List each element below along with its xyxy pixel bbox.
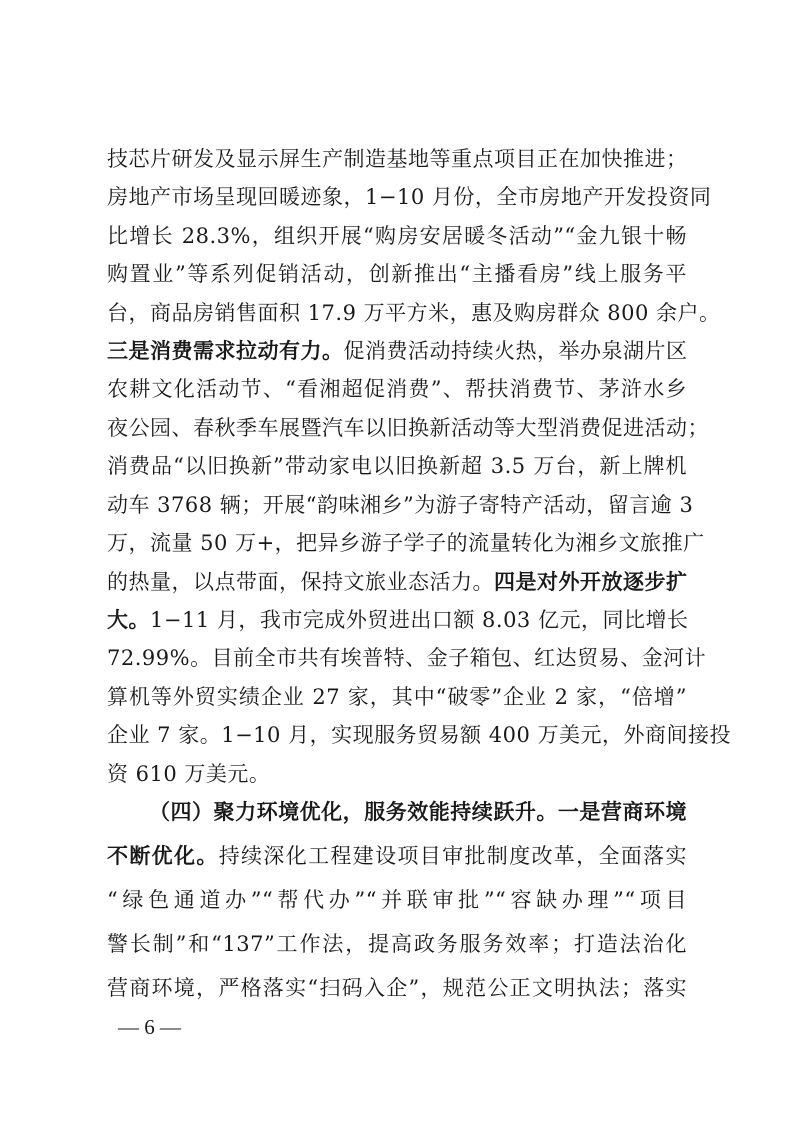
body-line: 三是消费需求拉动有力。促消费活动持续火热，举办泉湖片区 bbox=[107, 338, 688, 363]
body-line: 企业 7 家。1−10 月，实现服务贸易额 400 万美元，外商间接投 bbox=[107, 723, 731, 747]
section-heading-line bbox=[149, 790, 687, 834]
bold-heading: 大。 bbox=[107, 607, 150, 632]
body-line: 夜公园、春秋季车展暨汽车以旧换新活动等大型消费促进活动； bbox=[107, 416, 709, 440]
body-line: 比增长 28.3%，组织开展“购房安居暖冬活动”“金九银十畅 bbox=[107, 224, 687, 248]
body-line: 房地产市场呈现回暖迹象，1−10 月份，全市房地产开发投资同 bbox=[107, 185, 712, 209]
body-line: 大。1−11 月，我市完成外贸进出口额 8.03 亿元，同比增长 bbox=[107, 607, 689, 632]
body-line: 的热量，以点带面，保持文旅业态活力。四是对外开放逐步扩 bbox=[107, 569, 688, 594]
bold-heading: 四是对外开放逐步扩 bbox=[494, 569, 688, 594]
body-line: 动车 3768 辆；开展“韵味湘乡”为游子寄特产活动，留言逾 3 bbox=[107, 493, 694, 517]
body-line: 技芯片研发及显示屏生产制造基地等重点项目正在加快推进； bbox=[107, 147, 688, 171]
body-line: 消费品“以旧换新”带动家电以旧换新超 3.5 万台，新上牌机 bbox=[107, 454, 687, 478]
body-line: 农耕文化活动节、“看湘超促消费”、帮扶消费节、茅浒水乡 bbox=[107, 377, 687, 401]
body-line: 72.99%。目前全市共有埃普特、金子箱包、红达贸易、金河计 bbox=[107, 646, 707, 670]
body-line: 台，商品房销售面积 17.9 万平方米，惠及购房群众 800 余户。 bbox=[107, 301, 721, 325]
bold-heading: （四）聚力环境优化，服务效能持续跃升。一是营商环境 bbox=[149, 799, 687, 824]
body-line: 营商环境，严格落实“扫码入企”，规范公正文明执法；落实 bbox=[107, 976, 687, 1000]
body-line: 不断优化。持续深化工程建设项目审批制度改革，全面落实 bbox=[107, 843, 688, 868]
bold-heading: 三是消费需求拉动有力。 bbox=[107, 338, 344, 363]
body-line: 警长制”和“137”工作法，提高政务服务效率；打造法治化 bbox=[107, 932, 687, 956]
body-line: 资 610 万美元。 bbox=[107, 762, 271, 786]
page-number: — 6 — bbox=[118, 1015, 181, 1039]
body-line: 算机等外贸实绩企业 27 家，其中“破零”企业 2 家，“倍增” bbox=[107, 685, 687, 709]
body-line: 万，流量 50 万+，把异乡游子学子的流量转化为湘乡文旅推广 bbox=[107, 531, 705, 555]
bold-heading: 不断优化。 bbox=[107, 843, 219, 868]
body-line: 购置业”等系列促销活动，创新推出“主播看房”线上服务平 bbox=[107, 262, 687, 286]
body-line: “绿色通道办”“帮代办”“并联审批”“容缺办理”“项目 bbox=[107, 888, 687, 912]
